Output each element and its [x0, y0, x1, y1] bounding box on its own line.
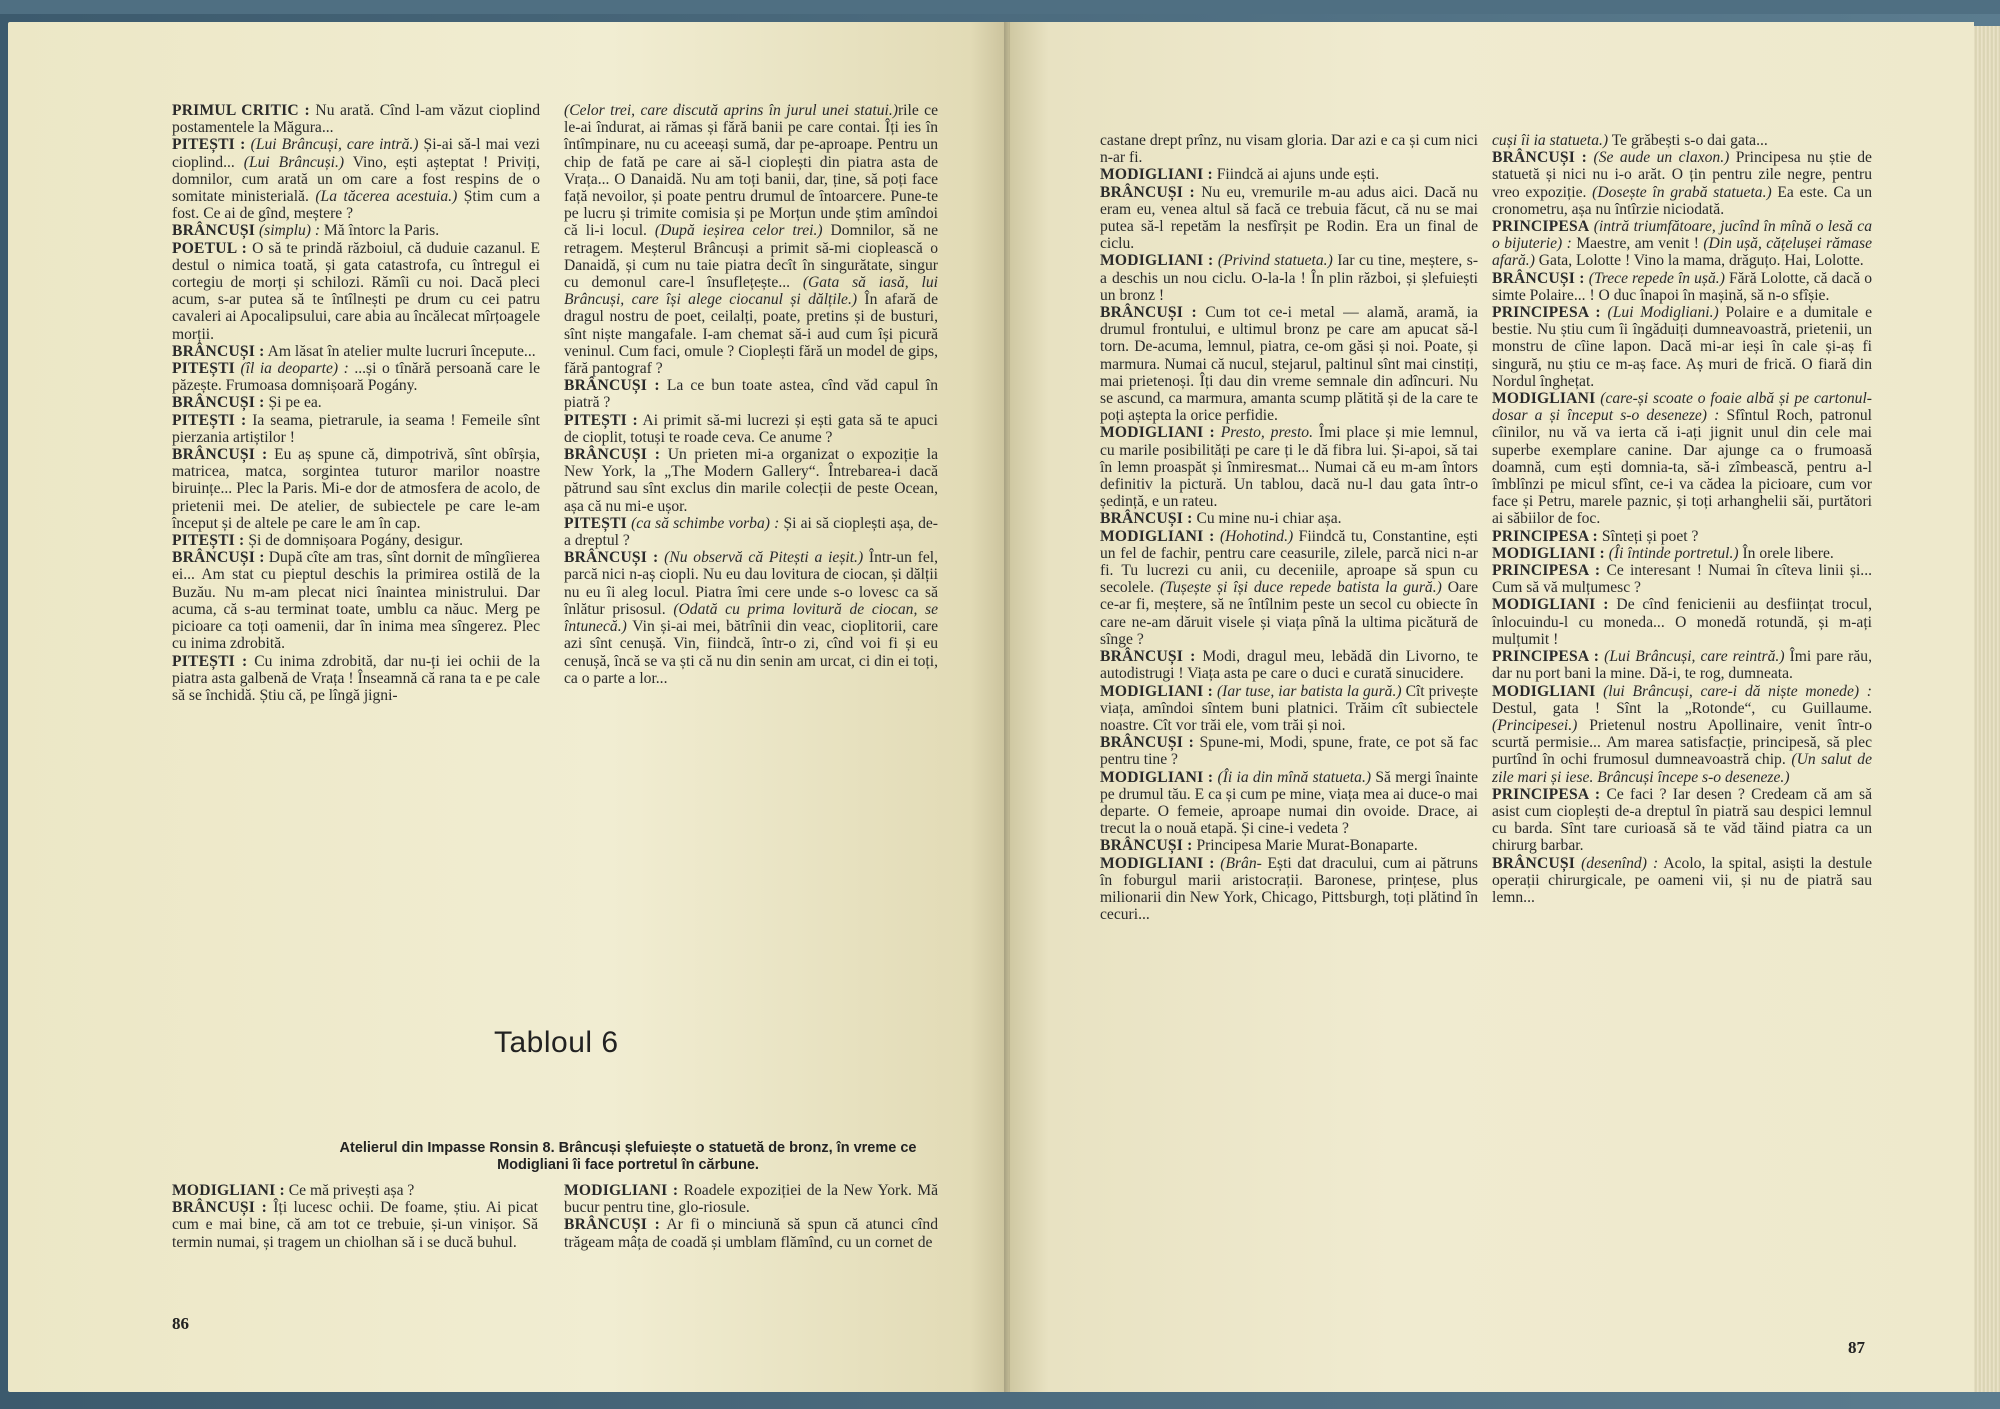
speech-paragraph — [1100, 252, 1478, 304]
speech-paragraph — [1492, 855, 1872, 907]
stage-direction: (care-și scoate o foaie albă și pe cartonul-dosar a și început s-o deseneze) : — [1492, 390, 1872, 425]
speaker-name: PRINCIPESA : — [1492, 562, 1601, 580]
stage-direction: (Odată cu prima lovitură de ciocan, se întunecă.) — [564, 600, 938, 636]
stage-direction: (Tușește și își duce repede batista la gură.) — [1154, 579, 1442, 597]
page-number-left: 86 — [172, 1314, 189, 1333]
speech-paragraph — [1492, 545, 1872, 562]
stage-direction: (Lui Modigliani.) — [1600, 304, 1719, 322]
speaker-name: MODIGLIANI : — [1100, 682, 1213, 700]
dialogue-text: Ar fi o minciună să spun că atunci cînd trăgeam mâța de coadă și umblam flămînd, cu un cornet de — [564, 1216, 938, 1251]
speech-paragraph — [564, 1216, 938, 1250]
stage-direction: (Un salut de zile mari și iese. Brâncuși începe s-o deseneze.) — [1492, 751, 1872, 786]
dialogue-text: Acolo, la spital, asiști la destule operații chirurgicale, pe oameni vii, și nu de piatră sau lemn... — [1492, 854, 1873, 906]
speech-paragraph — [172, 532, 540, 549]
stage-direction: (lui Brâncuși, care-i dă niște monede) : — [1595, 682, 1872, 700]
dialogue-text: Știm cum a fost. — [172, 188, 540, 223]
dialogue-text: ...și o tînără persoană care le păzește. Frumoasa domnișoară Pogány. — [172, 360, 540, 395]
speech-paragraph — [1100, 166, 1478, 183]
dialogue-text: În afară de dragul nostru de poet, ceilalți, poate, pretins și de busturi, sînt niște mangafale. I-am chemat să-i aud cum își picură veninul. — [564, 291, 938, 360]
speech-paragraph — [172, 360, 540, 394]
speech-paragraph — [1100, 424, 1478, 510]
dialogue-text: Ce mă privești așa ? — [284, 1182, 415, 1199]
dialogue-text: Destul, gata ! Sînt la „Rotonde“, cu Guillaume. — [1492, 699, 1872, 717]
speech-paragraph — [172, 343, 540, 360]
stage-direction: Presto, presto. — [1214, 424, 1313, 442]
speaker-name: PRINCIPESA — [1492, 218, 1590, 236]
stage-direction: (Privind statueta.) — [1213, 252, 1333, 270]
dialogue-text: Principesa Marie Murat-Bonaparte. — [1192, 837, 1418, 855]
stage-direction: (Îi întinde portretul.) — [1604, 544, 1739, 562]
dialogue-text: Vino, ești așteptat ! Priviți, domnilor, cum arată un om care a fost respins de o somitate ministerială. — [172, 153, 540, 206]
speech-paragraph — [172, 1182, 538, 1199]
speaker-name: BRÂNCUȘI : — [1100, 648, 1196, 666]
dialogue-text: Cum faci, omule ? Cioplești fără un model de gips, fără pantograf ? — [564, 342, 938, 378]
dialogue-text: Modi, dragul meu, lebădă din Livorno, te autodistrugi ! Viața asta pe care o duci e curată sinucidere. — [1100, 648, 1478, 683]
dialogue-text: După cîte am tras, sînt dornit de mîngîierea ei... Am stat cu pieptul deschis la primirea ostilă de la Buzău. Nu m-am plecat nici înaintea ministrului. Dar acuma, că s-au terminat toate, umblu ca năuc. Merg pe picioare ca toți oamenii, dar în inima mea sîngerez. Plec cu inima zdrobită. — [172, 549, 541, 653]
stage-direction: (Se aude un claxon.) — [1587, 149, 1730, 167]
stage-direction: (Nu observă că Pitești a ieșit.) — [658, 549, 864, 567]
speech-paragraph — [1492, 648, 1872, 682]
speech-paragraph — [1492, 390, 1872, 528]
dialogue-text: Ce faci ? Iar desen ? Credeam că am să asist cum cioplești de-a dreptul în piatră sau despici lemnul cu barda. Sînt tare curioasă să te văd tăind piatra ca un chirurg barbar. — [1492, 785, 1872, 855]
dialogue-text: castane drept prînz, nu visam gloria. Dar azi e ca și cum nici n-ar fi. — [1100, 132, 1478, 167]
speech-paragraph — [564, 1182, 938, 1216]
speaker-name: PITEȘTI : — [172, 532, 245, 550]
speaker-name: BRÂNCUȘI : — [1100, 837, 1193, 855]
speech-paragraph — [1100, 510, 1478, 527]
dialogue-text: Gata, Lolotte ! Vino la mama, drăguțo. Hai, Lolotte. — [1534, 252, 1864, 270]
speech-paragraph — [172, 136, 540, 222]
dialogue-text: Ești dat dracului, cum ai pătruns în foburgul marii aristocrații. Baronese, prințese, plus milionarii din New York, Chicago, Pittsburgh, toți plătind în cecuri... — [1100, 854, 1478, 924]
speech-paragraph — [1100, 837, 1478, 854]
dialogue-text: Ce ai de gînd, meștere ? — [199, 205, 354, 223]
dialogue-text: Oare ce-ar fi, meștere, să ne întîlnim peste un secol cu obiecte în care ne-am dăruit visele și viața pînă la ultima picătură de sînge ? — [1100, 579, 1479, 648]
stage-direction: (Brân- — [1214, 854, 1262, 872]
speech-paragraph — [172, 1199, 538, 1251]
dialogue-text: Nu eu, vremurile m-au adus aici. Dacă nu eram eu, venea altul să facă ce trebuia făcut, că nu se mai putea să-l repetăm la nesfîrșit pe Rodin. Era un final de ciclu. — [1100, 183, 1478, 253]
speech-paragraph — [564, 515, 938, 549]
tablou-subtitle: Atelierul din Impasse Ronsin 8. Brâncuși șlefuiește o statuetă de bronz, în vreme ce Modigliani îi face portretul în cărbune. — [339, 1140, 917, 1173]
speech-paragraph — [1100, 855, 1478, 924]
speech-paragraph — [1100, 683, 1478, 735]
speaker-name: MODIGLIANI — [1492, 390, 1596, 408]
dialogue-text: Spune-mi, Modi, spune, frate, ce pot să fac pentru tine ? — [1100, 734, 1478, 769]
speaker-name: BRÂNCUȘI : — [1492, 269, 1585, 287]
dialogue-text: Polaire e a dumitale e bestie. — [1492, 304, 1872, 339]
dialogue-text: rile ce le-ai îndurat, ai rămas și fără banii pe care contai. Îți ies în întîmpinare, nu cu aceeași sumă, dar pe-aproape. Pentru un chip de fată pe care ai să-l cioplești din piatra asta de Vrața... O Danaidă. Nu am toți banii, dar, ține, să poți face față nevoilor, și poate pentru drumul de întoarcere. Pune-te pe lucru și trimite comisia și pe Morțun unde știm amîndoi că li-i locul. — [564, 102, 938, 240]
dialogue-text: O să te prindă războiul, că duduie cazanul. E destul o nimica toată, și gata catastrofa, cu întregul ei cortegiu de morți și schilozi. Rămîi cu noi. Dacă pleci acum, s-ar putea să te întîlnești pe drum cu cei patru cavaleri ai Apocalipsului, care abia au încălecat mîrțoagele morții. — [172, 239, 540, 343]
dialogue-text: Am lăsat în atelier multe lucruri începute... — [264, 342, 536, 360]
speech-paragraph — [172, 446, 540, 532]
dialogue-text: Și ai să cioplești așa, de-a dreptul ? — [564, 514, 938, 550]
speaker-name: MODIGLIANI : — [1100, 166, 1213, 184]
speech-paragraph — [1492, 132, 1872, 149]
stage-direction: (Lui Brâncuși, care intră.) — [245, 136, 419, 154]
dialogue-text: Vin și-ai mei, bătrînii din veac, cioplitorii, care azi sînt cenușă. Vin, fiindcă, într-o zi, cînd voi fi și eu cenușă, încă se va ști că nu din senin am urcat, ci din ei toți, ca o parte a lor... — [564, 618, 938, 687]
speaker-name: PITEȘTI : — [172, 136, 246, 154]
speech-paragraph — [564, 377, 938, 411]
speech-paragraph — [564, 446, 938, 515]
speech-paragraph — [172, 653, 540, 705]
speaker-name: PITEȘTI : — [172, 652, 248, 670]
dialogue-text: Roadele expoziției de la New York. Mă bucur pentru tine, glo-riosule. — [564, 1182, 939, 1217]
speaker-name: BRÂNCUȘI : — [1100, 510, 1193, 528]
speech-paragraph — [172, 222, 540, 239]
speaker-name: BRÂNCUȘI — [1492, 854, 1576, 872]
speaker-name: MODIGLIANI : — [1100, 768, 1214, 786]
stage-direction: (Dosește în grabă statueta.) — [1586, 183, 1772, 201]
dialogue-text: Fără Lolotte, că dacă o simte Polaire... ! — [1492, 269, 1873, 304]
stage-direction: (simplu) : — [255, 222, 321, 240]
right-page — [1010, 22, 1974, 1392]
dialogue-text: Fiindcă ai ajuns unde ești. — [1212, 166, 1380, 184]
speech-paragraph — [1100, 648, 1478, 682]
stage-direction: (Hohotind.) — [1214, 527, 1294, 545]
speaker-name: MODIGLIANI : — [1100, 854, 1215, 872]
dialogue-text: Prietenul nostru Apollinaire, venit într-o scurtă permisie... Am marea satisfacție, principesă, să plec purtînd în ochi frumosul dumneavoastră chip. — [1492, 716, 1872, 769]
tablou-title: Tabloul 6 — [494, 1026, 619, 1059]
speaker-name: BRÂNCUȘI : — [172, 394, 265, 412]
dialogue-text: O duc înapoi în mașină, să n-o sfîșie. — [1594, 286, 1830, 304]
speaker-name: MODIGLIANI : — [1100, 252, 1214, 270]
stage-direction: cuși îi ia statueta.) — [1492, 132, 1609, 149]
speech-paragraph — [1492, 528, 1872, 545]
dialogue-text: Și pe ea. — [264, 394, 322, 412]
speech-paragraph — [1100, 304, 1478, 424]
speech-paragraph — [564, 549, 938, 687]
stage-direction: (intră triumfătoare, jucînd în mînă o lesă ca o bijuterie) : — [1492, 218, 1872, 253]
stage-direction: (La tăcerea acestuia.) — [308, 188, 458, 206]
speech-paragraph — [172, 102, 540, 136]
left-column-3 — [172, 1182, 538, 1251]
speaker-name: PRINCIPESA : — [1492, 785, 1601, 803]
speaker-name: MODIGLIANI : — [172, 1182, 285, 1199]
speech-paragraph — [1492, 270, 1872, 304]
speaker-name: BRÂNCUȘI : — [1492, 149, 1588, 167]
speaker-name: MODIGLIANI : — [1492, 544, 1605, 562]
dialogue-text: Fiindcă tu, Constantine, ești un fel de fachir, pentru care ceasurile, zilele, parcă nici n-ar fi. Tu lucrezi cu anii, cu deceniile, aproape să spun cu secolele. — [1100, 527, 1479, 597]
speaker-name: BRÂNCUȘI : — [1100, 304, 1197, 322]
stage-direction: (Din ușă, cățelușei rămase afară.) — [1492, 235, 1872, 270]
dialogue-text: În orele libere. — [1738, 544, 1834, 562]
stage-direction: (Trece repede în ușă.) — [1584, 269, 1725, 287]
dialogue-text: Ea este. — [1771, 183, 1828, 201]
right-column-2 — [1492, 132, 1872, 906]
dialogue-text: Iar cu tine, meștere, s-a deschis un nou ciclu. — [1100, 252, 1479, 287]
speaker-name: BRÂNCUȘI : — [172, 342, 265, 360]
speech-paragraph — [1492, 683, 1872, 786]
speech-paragraph — [172, 240, 540, 343]
speech-paragraph — [1492, 149, 1872, 218]
dialogue-text: Cu mine nu-i chiar așa. — [1192, 510, 1342, 528]
dialogue-text: Să mergi înainte pe drumul tău. E ca și cum pe mine, viața mea ai duce-o mai departe. — [1100, 768, 1478, 820]
dialogue-text: Eu aș spune că, dimpotrivă, sînt obîrșia, matricea, matca, sorgintea tuturor marilor noastre biruințe... Plec la Paris. Mi-e dor de atmosfera de acolo, de prietenii mei. De atelier, de subiectele pe care le-am început și de altele pe care le am în cap. — [172, 446, 540, 532]
dialogue-text: Și-ai să-l mai vezi cioplind... — [172, 136, 540, 171]
speech-paragraph — [1492, 562, 1872, 596]
speech-paragraph — [1492, 596, 1872, 648]
dialogue-text: Într-un fel, parcă nici n-aș ciopli. Nu eu dau lovitura de ciocan, și dălții nu eu îi aleg locul. Piatra îmi cere unde s-o lovesc ca să înlătur prisosul. — [564, 549, 939, 618]
stage-direction: (Iar tuse, iar batista la gură.) — [1212, 682, 1402, 700]
speaker-name: PITEȘTI : — [172, 411, 247, 429]
speaker-name: PRIMUL CRITIC : — [172, 102, 310, 119]
dialogue-text: Mă întorc la Paris. — [320, 222, 440, 240]
dialogue-text: Ce interesant ! Numai în cîteva linii și... Cum să vă mulțumesc ? — [1492, 562, 1873, 597]
dialogue-text: De cînd fenicienii au desființat trocul, înlocuindu-l cu moneda... O monedă rotundă, și m-ați mulțumit ! — [1492, 596, 1873, 648]
speaker-name: PRINCIPESA : — [1492, 648, 1600, 666]
dialogue-text: Te grăbești s-o dai gata... — [1608, 132, 1768, 149]
speech-paragraph — [564, 102, 938, 377]
dialogue-text: Nu arată. Cînd l-am văzut cioplind postamentele la Măgura... — [172, 102, 541, 137]
right-column-1 — [1100, 132, 1478, 923]
speaker-name: MODIGLIANI — [1492, 682, 1596, 700]
speaker-name: PRINCIPESA : — [1492, 527, 1598, 545]
left-column-4 — [564, 1182, 938, 1251]
speaker-name: POETUL : — [172, 239, 248, 257]
speaker-name: BRÂNCUȘI : — [564, 446, 661, 464]
speech-paragraph — [1100, 184, 1478, 253]
stage-direction: (Lui Brâncuși, care reintră.) — [1599, 648, 1785, 666]
speaker-name: PITEȘTI — [172, 360, 235, 378]
dialogue-text: Sînteți și poet ? — [1597, 527, 1699, 545]
dialogue-text: Domnilor, să ne retragem. Meșterul Brâncuși a primit să-mi cioplească o Danaidă, și cum nu taie piatra decît în singurătate, singur cu demonul care-l însuflețește... — [564, 222, 938, 292]
speaker-name: MODIGLIANI : — [1100, 527, 1215, 545]
left-column-1 — [172, 102, 540, 704]
speech-paragraph — [172, 394, 540, 411]
speaker-name: BRÂNCUȘI : — [1100, 183, 1195, 201]
dialogue-text: Sfîntul Roch, patronul cîinilor, nu vă va ierta că i-ați jignit unul din cele mai superbe exemplare canine. Dar ajunge ca o frumoasă doamnă, cum ești domnia-ta, să-i zîmbească, pentru a-l îmblînzi pe micul sfînt, ce-i va cădea la picioare, cum vor face și Petru, marele paznic, și toți arhanghelii săi, purtători ai săbiilor de foc. — [1492, 407, 1873, 528]
stage-direction: (desenînd) : — [1575, 854, 1659, 872]
speaker-name: PRINCIPESA : — [1492, 304, 1601, 322]
speech-paragraph — [1100, 132, 1478, 166]
speaker-name: BRÂNCUȘI : — [172, 1199, 267, 1217]
speaker-name: BRÂNCUȘI : — [564, 1216, 660, 1234]
dialogue-text: O-la-la ! În plin război, și șlefuiești un bronz ! — [1100, 269, 1478, 304]
dialogue-text: Și de domnișoara Pogány, desigur. — [244, 532, 464, 550]
speech-paragraph — [172, 412, 540, 446]
page-edges — [1974, 26, 2000, 1392]
page-number-right: 87 — [1848, 1338, 1865, 1357]
speaker-name: MODIGLIANI : — [564, 1182, 679, 1199]
dialogue-text: Ca un cronometru, așa nu întîrzie niciodată. — [1492, 183, 1873, 218]
dialogue-text: Nu știu cum îi îngăduiți dumneavoastră, prietenii, un monstru de cîine lapon. Dacă mi-ar ieși în cale și-aș fi singură, nu știu ce m-aș face. Aș muri de frică. O fiară din Nordul înghețat. — [1492, 321, 1872, 390]
dialogue-text: Cu inima zdrobită, dar nu-ți iei ochii de la piatra asta galbenă de Vrața ! Înseamnă că rana ta e pe cale să se închidă. Știu că, pe lîngă jigni- — [172, 652, 540, 704]
speaker-name: MODIGLIANI : — [1492, 596, 1609, 614]
dialogue-text: O femeie, aproape numai din ovoide. Drace, ai trecut la o nouă etapă. Și cine-i vedeta ? — [1100, 802, 1478, 838]
dialogue-text: Cum tot ce-i metal — alamă, aramă, ia drumul frontului, e ultimul bronz pe care am apucat să-l torn. De-acuma, lemnul, piatra, ce-om găsi și noi. Poate, și marmura. Numai că nucul, stejarul, paltinul sînt mai cinstiți, mai prietenoși. Îți dau din vreme semnale din adîncuri. Nu se ascund, ca marmura, amanta scump plătită și de la care te poți aștepta la orice perfidie. — [1100, 304, 1478, 425]
speaker-name: BRÂNCUȘI : — [172, 549, 265, 567]
dialogue-text: Dă-i, te rog, dumneata. — [1645, 665, 1793, 683]
speech-paragraph — [1100, 528, 1478, 648]
dialogue-text: Principesa nu știe de statuetă și nici nu i-o arăt. O țin pentru zile negre, pentru vreo expoziție. — [1492, 149, 1872, 201]
dialogue-text: La ce bun toate astea, cînd văd capul în piatră ? — [564, 377, 938, 412]
stage-direction: (ca să schimbe vorba) : — [626, 514, 780, 532]
dialogue-text: Maestre, am venit ! — [1571, 235, 1699, 253]
dialogue-text: Ai primit să-mi lucrezi și ești gata să te apuci de cioplit, totuși te roade ceva. Ce anume ? — [564, 411, 939, 446]
speaker-name: PITEȘTI : — [564, 411, 638, 429]
speech-paragraph — [1100, 734, 1478, 768]
speech-paragraph — [564, 412, 938, 446]
speaker-name: BRÂNCUȘI : — [172, 446, 268, 464]
speaker-name: MODIGLIANI : — [1100, 424, 1215, 442]
left-column-2 — [564, 102, 938, 687]
speaker-name: PITEȘTI — [564, 514, 627, 532]
stage-direction: (După ieșirea celor trei.) — [646, 222, 823, 240]
stage-direction: (Celor trei, care discută aprins în jurul unei statui.) — [564, 102, 898, 119]
speaker-name: BRÂNCUȘI : — [564, 377, 660, 395]
stage-direction: (îl ia deoparte) : — [234, 360, 349, 378]
speech-paragraph — [172, 549, 540, 652]
speech-paragraph — [1492, 218, 1872, 270]
stage-direction: (Gata să iasă, lui Brâncuși, care își alege ciocanul și dălțile.) — [564, 274, 938, 309]
stage-direction: (Îi ia din mînă statueta.) — [1213, 768, 1372, 786]
speech-paragraph — [1100, 769, 1478, 838]
speech-paragraph — [1492, 786, 1872, 855]
dialogue-text: Ia seama, pietrarule, ia seama ! Femeile sînt pierzania artiștilor ! — [172, 411, 540, 446]
stage-direction: (Principesei.) — [1492, 716, 1578, 734]
speaker-name: BRÂNCUȘI — [172, 222, 256, 240]
speaker-name: BRÂNCUȘI : — [564, 549, 659, 567]
left-page — [8, 22, 1010, 1392]
dialogue-text: Îmi place și mie lemnul, cu marile posibilități pe care ți le dă fibra lui. Și-apoi, să tai în lemn proaspăt și înmiresmat... Numai că eu m-am întors definitiv la pictură. Un tablou, dacă nu-l dau gata într-o ședință, e un rateu. — [1100, 424, 1478, 511]
dialogue-text: Un prieten mi-a organizat o expoziție la New York, la „The Modern Gallery“. Întrebarea-i dacă pătrund sau sînt exclus din marile colecții de peste Ocean, așa că nu mi-e ușor. — [564, 446, 938, 515]
dialogue-text: Îmi pare rău, dar nu port bani la mine. — [1492, 648, 1872, 683]
dialogue-text: Îți lucesc ochii. De foame, știu. Ai picat cum e mai bine, că am tot ce trebuie, și-un vinișor. Să termin numai, și tragem un chiolhan să i se ducă buhul. — [172, 1199, 538, 1251]
speaker-name: BRÂNCUȘI : — [1100, 734, 1195, 752]
dialogue-text: Cît privește viața, amîndoi sîntem buni platnici. Trăim cît subiectele noastre. Cît vor trăi ele, vom trăi și noi. — [1100, 682, 1479, 734]
stage-direction: (Lui Brâncuși.) — [234, 153, 345, 171]
speech-paragraph — [1492, 304, 1872, 390]
